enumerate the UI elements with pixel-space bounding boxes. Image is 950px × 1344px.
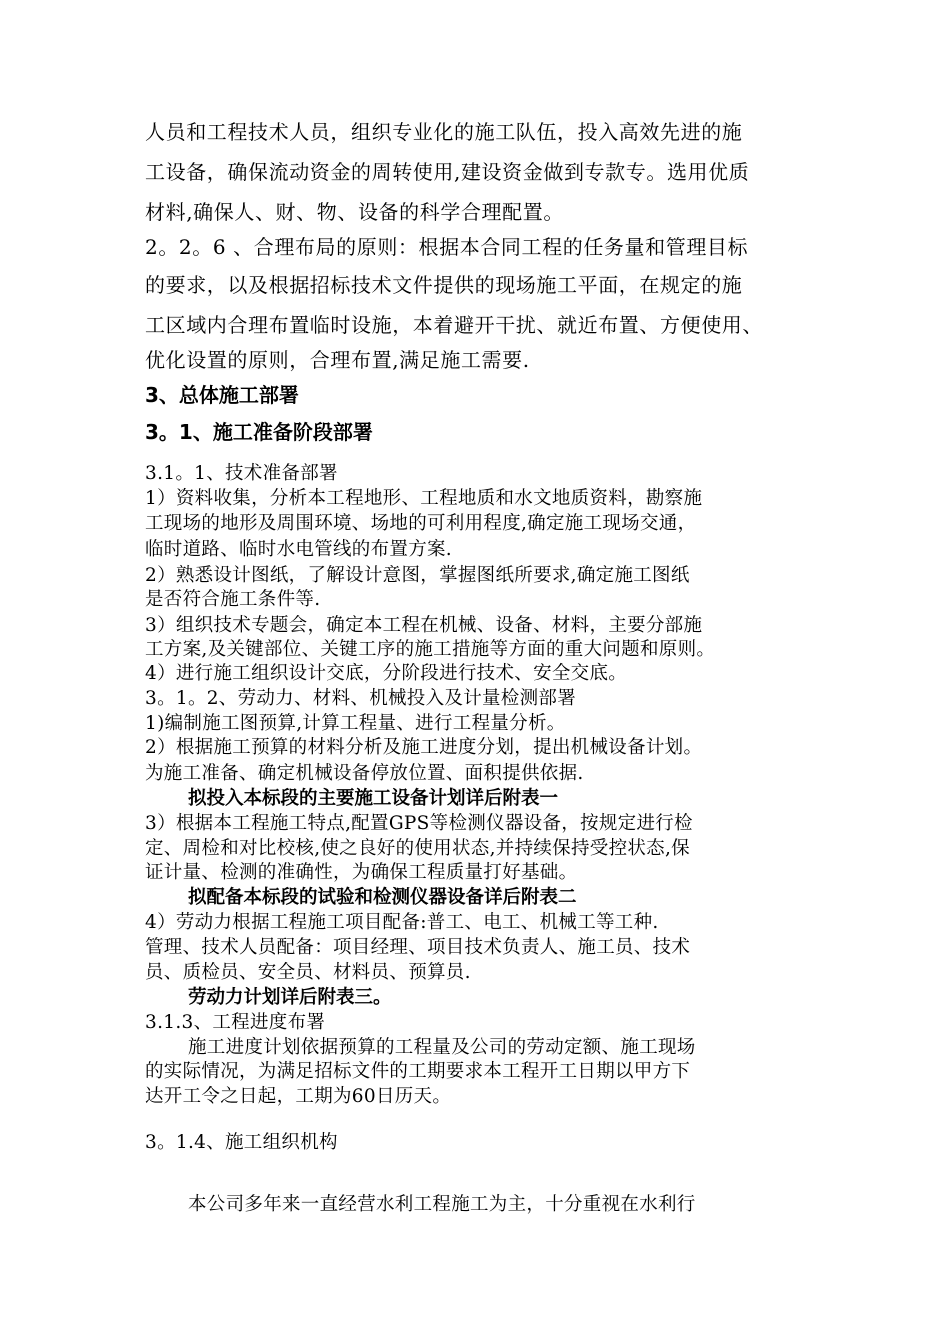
section-heading: 3、总体施工部署 bbox=[145, 383, 299, 407]
text-line: 是否符合施工条件等. bbox=[145, 589, 321, 610]
text-line: 1)编制施工图预算,计算工程量、进行工程量分析。 bbox=[145, 713, 566, 734]
emphasis-line: 拟投入本标段的主要施工设备计划详后附表一 bbox=[188, 788, 559, 809]
text-line: 为施工准备、确定机械设备停放位置、面积提供依据. bbox=[145, 763, 584, 784]
text-line: 材料,确保人、财、物、设备的科学合理配置。 bbox=[145, 200, 564, 224]
text-line: 达开工令之日起，工期为60日历天。 bbox=[145, 1086, 452, 1107]
text-line: 本公司多年来一直经营水利工程施工为主，十分重视在水利行 bbox=[188, 1194, 696, 1215]
text-line: 施工进度计划依据预算的工程量及公司的劳动定额、施工现场 bbox=[188, 1037, 696, 1058]
text-line: 3。1.4、施工组织机构 bbox=[145, 1132, 338, 1153]
text-line: 3。1。2、劳动力、材料、机械投入及计量检测部署 bbox=[145, 688, 577, 709]
text-line: 1）资料收集，分析本工程地形、工程地质和水文地质资料，勘察施 bbox=[145, 488, 703, 509]
text-line: 3）根据本工程施工特点,配置GPS等检测仪器设备，按规定进行检 bbox=[145, 813, 693, 834]
text-line: 2）熟悉设计图纸，了解设计意图，掌握图纸所要求,确定施工图纸 bbox=[145, 565, 690, 586]
text-line: 工区域内合理布置临时设施，本着避开干扰、就近布置、方便使用、 bbox=[145, 313, 763, 337]
emphasis-line: 拟配备本标段的试验和检测仪器设备详后附表二 bbox=[188, 887, 577, 908]
text-line: 员、质检员、安全员、材料员、预算员. bbox=[145, 962, 471, 983]
text-line: 定、周检和对比校核,使之良好的使用状态,并持续保持受控状态,保 bbox=[145, 838, 690, 859]
text-line: 2。2。6 、合理布局的原则：根据本合同工程的任务量和管理目标 bbox=[145, 235, 749, 259]
text-line: 管理、技术人员配备：项目经理、项目技术负责人、施工员、技术 bbox=[145, 937, 691, 958]
text-line: 人员和工程技术人员，组织专业化的施工队伍，投入高效先进的施 bbox=[145, 120, 743, 144]
text-line: 临时道路、临时水电管线的布置方案. bbox=[145, 539, 452, 560]
text-line: 证计量、检测的准确性，为确保工程质量打好基础。 bbox=[145, 862, 578, 883]
text-line: 工设备，确保流动资金的周转使用,建设资金做到专款专。选用优质 bbox=[145, 160, 750, 184]
text-line: 工现场的地形及周围环境、场地的可利用程度,确定施工现场交通， bbox=[145, 513, 697, 534]
emphasis-line: 劳动力计划详后附表三。 bbox=[188, 987, 392, 1008]
subsection-heading: 3。1、施工准备阶段部署 bbox=[145, 420, 373, 444]
text-line: 的要求，以及根据招标技术文件提供的现场施工平面，在规定的施 bbox=[145, 273, 743, 297]
text-line: 3.1。1、技术准备部署 bbox=[145, 463, 338, 484]
text-line: 3.1.3、工程进度布署 bbox=[145, 1012, 326, 1033]
text-line: 3）组织技术专题会，确定本工程在机械、设备、材料，主要分部施 bbox=[145, 615, 703, 636]
text-line: 2）根据施工预算的材料分析及施工进度分划，提出机械设备计划。 bbox=[145, 737, 703, 758]
text-line: 优化设置的原则，合理布置,满足施工需要. bbox=[145, 348, 530, 372]
text-line: 4）进行施工组织设计交底，分阶段进行技术、安全交底。 bbox=[145, 663, 628, 684]
text-line: 工方案,及关键部位、关键工序的施工措施等方面的重大问题和原则。 bbox=[145, 639, 716, 660]
text-line: 4）劳动力根据工程施工项目配备:普工、电工、机械工等工种. bbox=[145, 912, 659, 933]
text-line: 的实际情况，为满足招标文件的工期要求本工程开工日期以甲方下 bbox=[145, 1061, 691, 1082]
